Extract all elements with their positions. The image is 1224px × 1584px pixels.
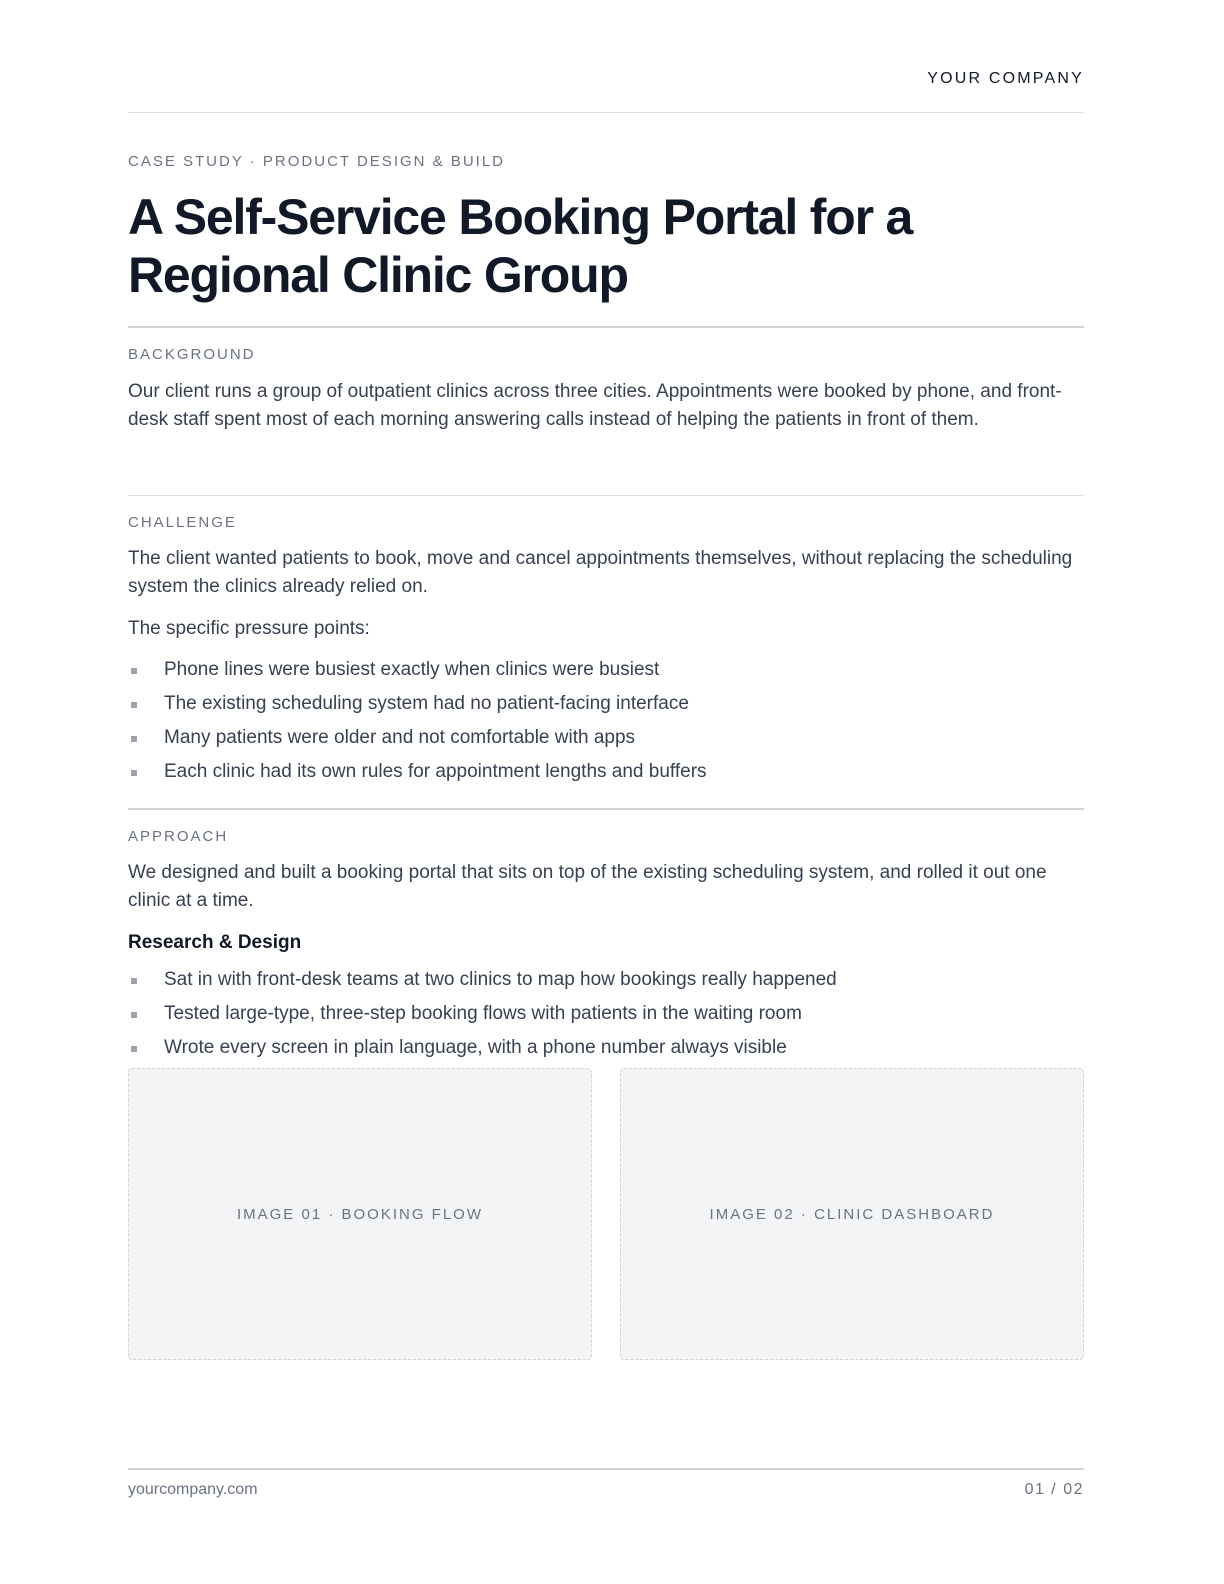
challenge-intro: The specific pressure points: <box>128 618 370 639</box>
research-design-heading: Research & Design <box>128 932 302 953</box>
eyebrow-label: CASE STUDY · PRODUCT DESIGN & BUILD <box>128 153 506 170</box>
list-item-text: Phone lines were busiest exactly when clinics were busiest <box>164 659 660 680</box>
list-item <box>128 966 1084 1000</box>
challenge-paragraph: The client wanted patients to book, move and cancel appointments themselves, without replacing the scheduling system the clinics already relied on. <box>128 548 1073 597</box>
list-item-text: Tested large-type, three-step booking flows with patients in the waiting room <box>164 1003 802 1024</box>
section-divider <box>128 495 1084 496</box>
bullet-marker <box>131 1012 137 1018</box>
list-item <box>128 690 1084 724</box>
header-divider <box>128 112 1084 113</box>
list-item <box>128 758 1084 792</box>
list-item <box>128 656 1084 690</box>
list-item-text: Wrote every screen in plain language, with a phone number always visible <box>164 1037 787 1058</box>
footer-website: yourcompany.com <box>128 1481 258 1498</box>
approach-bullet-list <box>128 966 1084 1068</box>
image-placeholder-booking-flow <box>128 1068 592 1360</box>
document-page <box>128 0 1084 1584</box>
image-caption: IMAGE 02 · CLINIC DASHBOARD <box>709 1205 995 1223</box>
company-name: YOUR COMPANY <box>927 70 1084 87</box>
section-label-challenge: CHALLENGE <box>128 514 237 531</box>
list-item-text: Each clinic had its own rules for appointment lengths and buffers <box>164 761 707 782</box>
image-placeholder-clinic-dashboard <box>620 1068 1084 1360</box>
list-item-text: Many patients were older and not comfortable with apps <box>164 727 636 748</box>
page-number: 01 / 02 <box>1024 1481 1084 1498</box>
section-label-background: BACKGROUND <box>128 346 256 363</box>
bullet-marker <box>131 978 137 984</box>
footer-divider <box>128 1468 1084 1470</box>
image-caption: IMAGE 01 · BOOKING FLOW <box>236 1205 484 1223</box>
list-item <box>128 1034 1084 1068</box>
background-paragraph: Our client runs a group of outpatient clinics across three cities. Appointments were booked by phone, and front-desk staff spent most of each morning answering calls instead of helping the patients in front of them. <box>128 381 1062 430</box>
bullet-marker <box>131 668 137 674</box>
bullet-marker <box>131 1046 137 1052</box>
list-item <box>128 1000 1084 1034</box>
list-item <box>128 724 1084 758</box>
section-divider <box>128 808 1084 810</box>
section-label-approach: APPROACH <box>128 828 229 845</box>
list-item-text: The existing scheduling system had no patient-facing interface <box>164 693 689 714</box>
page-title: A Self-Service Booking Portal for a Regional Clinic Group <box>128 189 913 303</box>
bullet-marker <box>131 702 137 708</box>
challenge-bullet-list <box>128 656 1084 792</box>
list-item-text: Sat in with front-desk teams at two clinics to map how bookings really happened <box>164 969 837 990</box>
title-divider <box>128 326 1084 328</box>
approach-paragraph: We designed and built a booking portal that sits on top of the existing scheduling system, and rolled it out one clinic at a time. <box>128 862 1047 911</box>
bullet-marker <box>131 736 137 742</box>
bullet-marker <box>131 770 137 776</box>
